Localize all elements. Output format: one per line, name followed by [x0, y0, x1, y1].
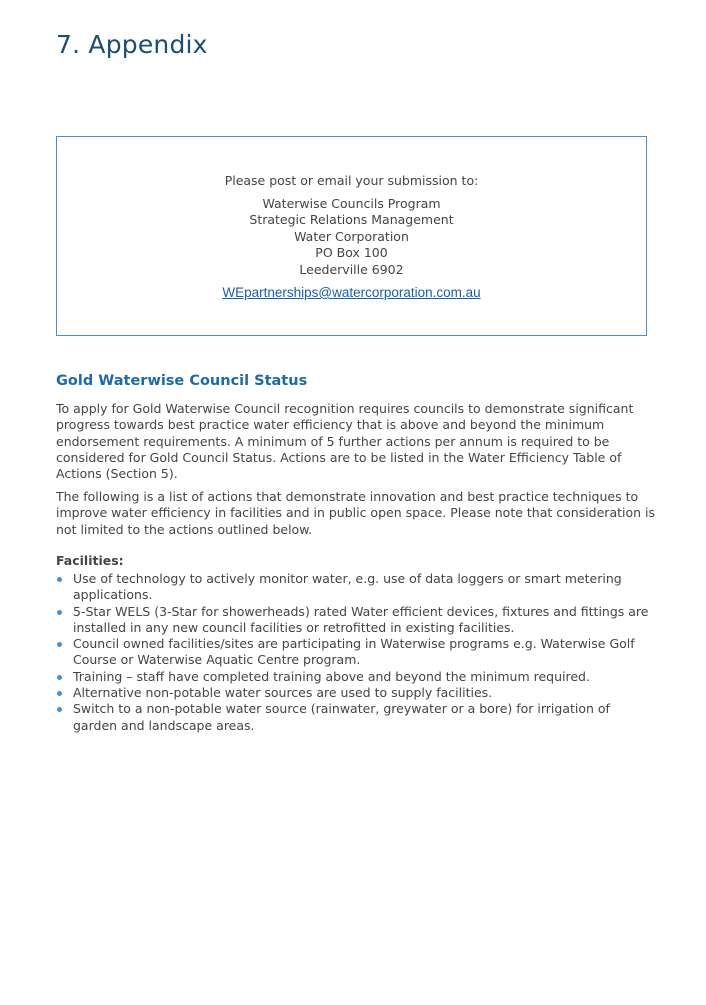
- list-item: [56, 701, 656, 734]
- list-item-text: Training – staff have completed training above and beyond the minimum required.: [73, 668, 590, 684]
- bullet-icon: [57, 707, 62, 712]
- section-heading-gold-status: Gold Waterwise Council Status: [56, 373, 308, 389]
- address-line: Waterwise Councils Program: [262, 196, 441, 211]
- address-line: Leederville 6902: [299, 261, 404, 277]
- paragraph: The following is a list of actions that demonstrate innovation and best practice techniques to improve water efficiency in facilities and in public open space. Please note that consideration is not limited to the actions outlined below.: [56, 489, 656, 537]
- list-item-text: Switch to a non-potable water source (rainwater, greywater or a bore) for irrigation of garden and landscape areas.: [73, 701, 610, 733]
- list-item: [56, 604, 656, 637]
- list-item: [56, 685, 656, 701]
- facilities-list: [56, 571, 656, 734]
- page-title: 7. Appendix: [56, 30, 208, 59]
- list-item: [56, 571, 656, 604]
- postal-address: [57, 196, 646, 278]
- facilities-heading: Facilities:: [56, 553, 124, 568]
- bullet-icon: [57, 675, 62, 680]
- paragraph: To apply for Gold Waterwise Council recognition requires councils to demonstrate significant progress towards best practice water efficiency that is above and beyond the minimum endorsement requirements. A minimum of 5 further actions per annum is required to be considered for Gold Council Status. Actions are to be listed in the Water Efficiency Table of Actions (Section 5).: [56, 401, 634, 482]
- address-line: Strategic Relations Management: [249, 212, 454, 228]
- list-item: [56, 669, 656, 685]
- address-line: Water Corporation: [294, 228, 409, 244]
- list-item-text: 5-Star WELS (3-Star for showerheads) rated Water efficient devices, fixtures and fittings are installed in any new council facilities or retrofitted in existing facilities.: [73, 603, 649, 635]
- list-item-text: Council owned facilities/sites are participating in Waterwise programs e.g. Waterwise Golf Course or Waterwise Aquatic Centre program.: [73, 636, 635, 668]
- bullet-icon: [57, 691, 62, 696]
- list-item-text: Use of technology to actively monitor water, e.g. use of data loggers or smart metering applications.: [73, 571, 622, 603]
- email-link[interactable]: WEpartnerships@watercorporation.com.au: [222, 285, 481, 300]
- address-line: PO Box 100: [315, 245, 388, 261]
- submission-box: [56, 136, 647, 336]
- bullet-icon: [57, 577, 62, 582]
- list-item: [56, 636, 656, 669]
- bullet-icon: [57, 610, 62, 615]
- list-item-text: Alternative non-potable water sources are used to supply facilities.: [73, 685, 493, 701]
- bullet-icon: [57, 642, 62, 647]
- submission-intro: Please post or email your submission to:: [224, 173, 479, 188]
